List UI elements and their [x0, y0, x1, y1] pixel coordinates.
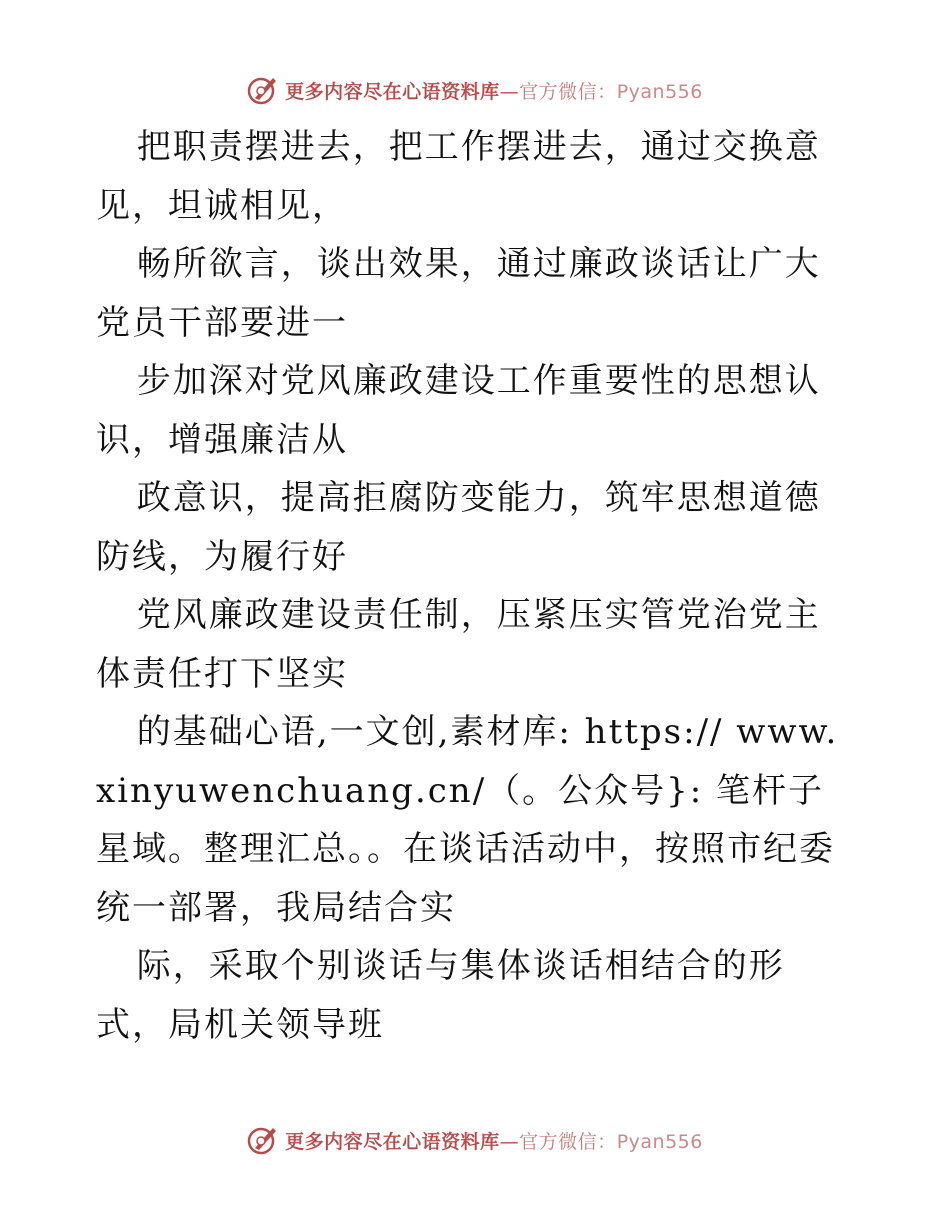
watermark-main: 更多内容尽在心语资料库: [285, 1130, 500, 1153]
watermark-wechat-id: Pyan556: [616, 1130, 703, 1153]
watermark-wechat-label: 官方微信：: [519, 80, 617, 103]
watermark-wechat-label: 官方微信：: [519, 1130, 617, 1153]
watermark-wechat-id: Pyan556: [616, 80, 703, 103]
paragraph: 畅所欲言，谈出效果，通过廉政谈话让广大党员干部要进一: [96, 244, 821, 343]
quill-pen-logo-icon: [247, 74, 279, 106]
watermark-dash: —: [499, 80, 520, 103]
document-body: [96, 118, 856, 1054]
header-watermark: [0, 70, 950, 110]
paragraph: 政意识，提高拒腐防变能力，筑牢思想道德防线，为履行好: [96, 478, 821, 577]
watermark-text: [285, 77, 703, 104]
paragraph: 的基础心语,一文创,素材库: https:// www.xinyuwenchuang.cn/（。公众号}: 笔杆子星域。整理汇总。。在谈话活动中，按照市纪委统一部署，我局结合实: [96, 712, 839, 928]
watermark-text: [285, 1127, 703, 1154]
watermark-main: 更多内容尽在心语资料库: [285, 80, 500, 103]
paragraph: 步加深对党风廉政建设工作重要性的思想认识，增强廉洁从: [96, 361, 821, 460]
quill-pen-logo-icon: [247, 1124, 279, 1156]
watermark-dash: —: [499, 1130, 520, 1153]
paragraph: 党风廉政建设责任制，压紧压实管党治党主体责任打下坚实: [96, 595, 821, 694]
footer-watermark: [0, 1120, 950, 1160]
paragraph: 把职责摆进去，把工作摆进去，通过交换意见，坦诚相见，: [96, 127, 821, 226]
paragraph: 际，采取个别谈话与集体谈话相结合的形式，局机关领导班: [96, 946, 785, 1045]
